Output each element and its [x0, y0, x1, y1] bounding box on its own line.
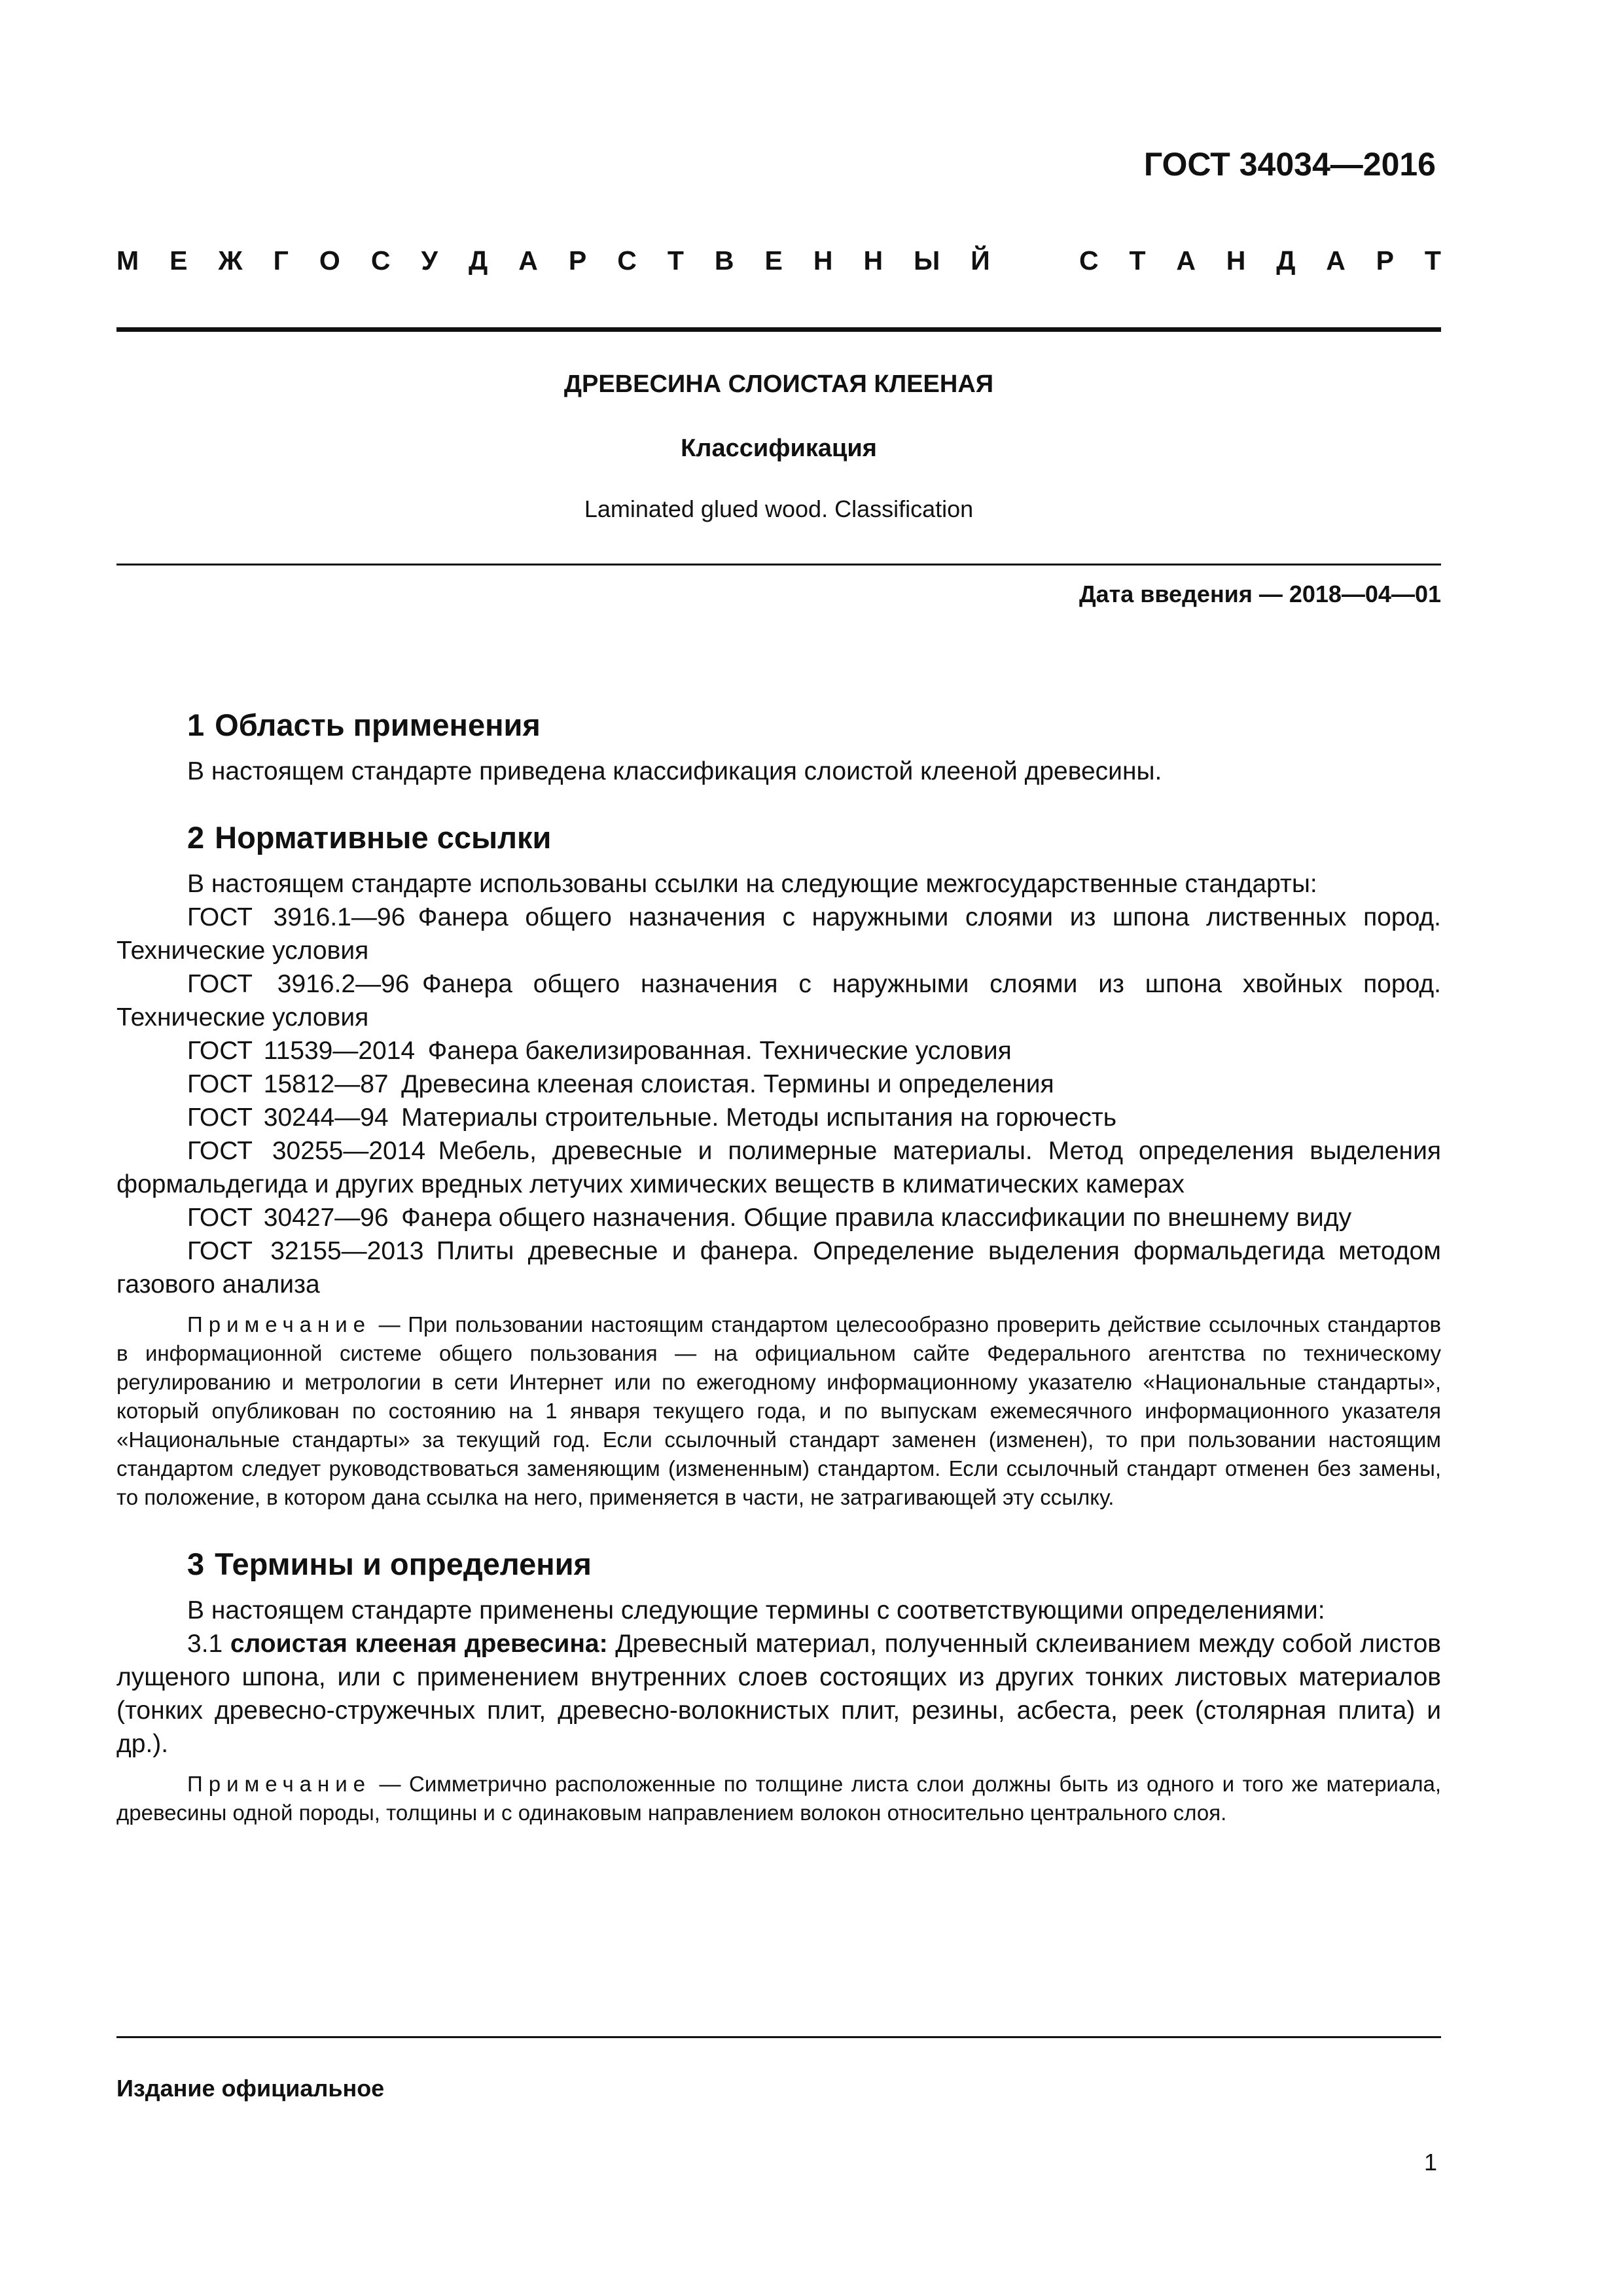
reference-code: ГОСТ 11539—2014 [187, 1037, 416, 1065]
reference-title: Мебель, древесные и полимерные материалы. Метод определения выделения формальдегида и других вредных летучих химических веществ в климатических камерах [116, 1137, 1441, 1198]
section-heading [116, 1546, 1441, 1582]
note-text: — Симметрично расположенные по толщине листа слои должны быть из одного и того же материала, древесины одной породы, толщины и с одинаковым направлением волокон относительно центрального слоя. [116, 1772, 1441, 1825]
heading-letter: Н [1226, 245, 1246, 276]
section-heading [116, 819, 1441, 855]
reference-item [116, 1034, 1441, 1067]
heading-letter: С [617, 245, 637, 276]
section-title: Термины и определения [215, 1547, 592, 1581]
reference-title: Фанера общего назначения. Общие правила классификации по внешнему виду [401, 1204, 1352, 1232]
reference-item [116, 1134, 1441, 1201]
heading-letter: Е [169, 245, 188, 276]
heading-letter: А [1176, 245, 1196, 276]
heading-letter: Т [1424, 245, 1441, 276]
heading-letter: Р [568, 245, 587, 276]
reference-code: ГОСТ 3916.2—96 [187, 970, 410, 998]
heading-letter: Н [863, 245, 883, 276]
note-label: Примечание [187, 1312, 372, 1336]
term-note [116, 1770, 1441, 1827]
section-number: 1 [187, 708, 205, 742]
section-number: 2 [187, 820, 205, 855]
heading-letter: С [370, 245, 391, 276]
note-text: — При пользовании настоящим стандартом целесообразно проверить действие ссылочных стандартов в информационной системе общего пользования — на официальном сайте Федерального агентства по техническому регулированию и метрологии в сети Интернет или по ежегодному информационному указателю «Национальные стандарты», который опубликован по состоянию на 1 января текущего года, и по выпускам ежемесячного информационного указателя «Национальные стандарты» за текущий год. Если ссылочный стандарт заменен (изменен), то при пользовании настоящим стандартом следует руководствоваться заменяющим (измененным) стандартом. Если ссылочный стандарт отменен без замены, то положение, в котором дана ссылка на него, применяется в части, не затрагивающей эту ссылку. [116, 1312, 1441, 1509]
heading-letter: В [714, 245, 734, 276]
heading-letter: О [319, 245, 340, 276]
heading-letter: У [421, 245, 438, 276]
reference-title: Плиты древесные и фанера. Определение выделения формальдегида методом газового анализа [116, 1237, 1441, 1299]
reference-item [116, 1067, 1441, 1101]
term-definition [116, 1627, 1441, 1761]
section-intro: В настоящем стандарте использованы ссылки на следующие межгосударственные стандарты: [187, 870, 1317, 898]
heading-letter: А [518, 245, 538, 276]
term-definition-text: Древесный материал, полученный склеиванием между собой листов лущеного шпона, или с применением внутренних слоев состоящих из других тонких листовых материалов (тонких древесно-стружечных плит, древесно-волокнистых плит, резины, асбеста, реек (столярная плита) и др.). [116, 1630, 1441, 1758]
section-heading [116, 707, 1441, 743]
document-body [116, 707, 1441, 1827]
standard-type-heading [116, 245, 1441, 276]
reference-item [116, 901, 1441, 967]
heading-letter: С [1079, 245, 1099, 276]
heading-letter: Т [1129, 245, 1146, 276]
footer-divider [116, 2036, 1441, 2038]
heading-letter: Г [273, 245, 289, 276]
title-divider [116, 564, 1441, 565]
heading-letter: Д [1276, 245, 1296, 276]
reference-code: ГОСТ 15812—87 [187, 1070, 389, 1098]
english-title: Laminated glued wood. Classification [584, 495, 974, 522]
heading-letter: М [116, 245, 139, 276]
reference-title: Материалы строительные. Методы испытания на горючесть [401, 1103, 1117, 1132]
reference-code: ГОСТ 30255—2014 [187, 1137, 426, 1165]
reference-title: Фанера общего назначения с наружными слоями из шпона хвойных пород. Технические условия [116, 970, 1441, 1031]
reference-code: ГОСТ 32155—2013 [187, 1237, 424, 1265]
section-number: 3 [187, 1547, 205, 1581]
standard-type-word-2 [1079, 245, 1441, 276]
heading-letter: Т [667, 245, 684, 276]
official-edition-label: Издание официальное [116, 2075, 385, 2102]
document-number: ГОСТ 34034—2016 [1143, 146, 1436, 183]
reference-item [116, 1101, 1441, 1134]
term-name: слоистая клееная древесина: [230, 1630, 608, 1658]
heading-letter: Р [1376, 245, 1395, 276]
section-terms-definitions [116, 1546, 1441, 1827]
reference-title: Фанера бакелизированная. Технические условия [427, 1037, 1012, 1065]
header-divider [116, 327, 1441, 332]
section-normative-references [116, 819, 1441, 1512]
term-number: 3.1 [187, 1630, 223, 1658]
heading-letter: Й [971, 245, 990, 276]
reference-code: ГОСТ 3916.1—96 [187, 903, 406, 931]
reference-code: ГОСТ 30244—94 [187, 1103, 389, 1132]
heading-letter: Н [813, 245, 833, 276]
introduction-date: Дата введения — 2018—04—01 [1079, 581, 1441, 607]
heading-letter: А [1326, 245, 1346, 276]
standard-type-word-1 [116, 245, 990, 276]
heading-letter: Ж [218, 245, 243, 276]
note-label: Примечание [187, 1772, 372, 1796]
heading-letter: Д [468, 245, 488, 276]
heading-letter: Ы [914, 245, 940, 276]
references-note [116, 1310, 1441, 1512]
heading-letter: Е [764, 245, 783, 276]
reference-item [116, 1234, 1441, 1301]
document-title: ДРЕВЕСИНА СЛОИСТАЯ КЛЕЕНАЯ [563, 370, 994, 398]
reference-item [116, 1201, 1441, 1234]
section-title: Область применения [215, 708, 541, 742]
section-title: Нормативные ссылки [215, 820, 552, 855]
reference-item [116, 967, 1441, 1034]
reference-code: ГОСТ 30427—96 [187, 1204, 389, 1232]
document-subtitle: Классификация [681, 435, 877, 462]
reference-title: Древесина клееная слоистая. Термины и определения [401, 1070, 1054, 1098]
reference-title: Фанера общего назначения с наружными слоями из шпона лиственных пород. Технические условия [116, 903, 1441, 965]
page-number: 1 [1423, 2149, 1437, 2176]
section-text: В настоящем стандарте приведена классификация слоистой клееной древесины. [187, 757, 1162, 785]
section-intro: В настоящем стандарте применены следующие термины с соответствующими определениями: [187, 1596, 1325, 1624]
section-scope [116, 707, 1441, 788]
